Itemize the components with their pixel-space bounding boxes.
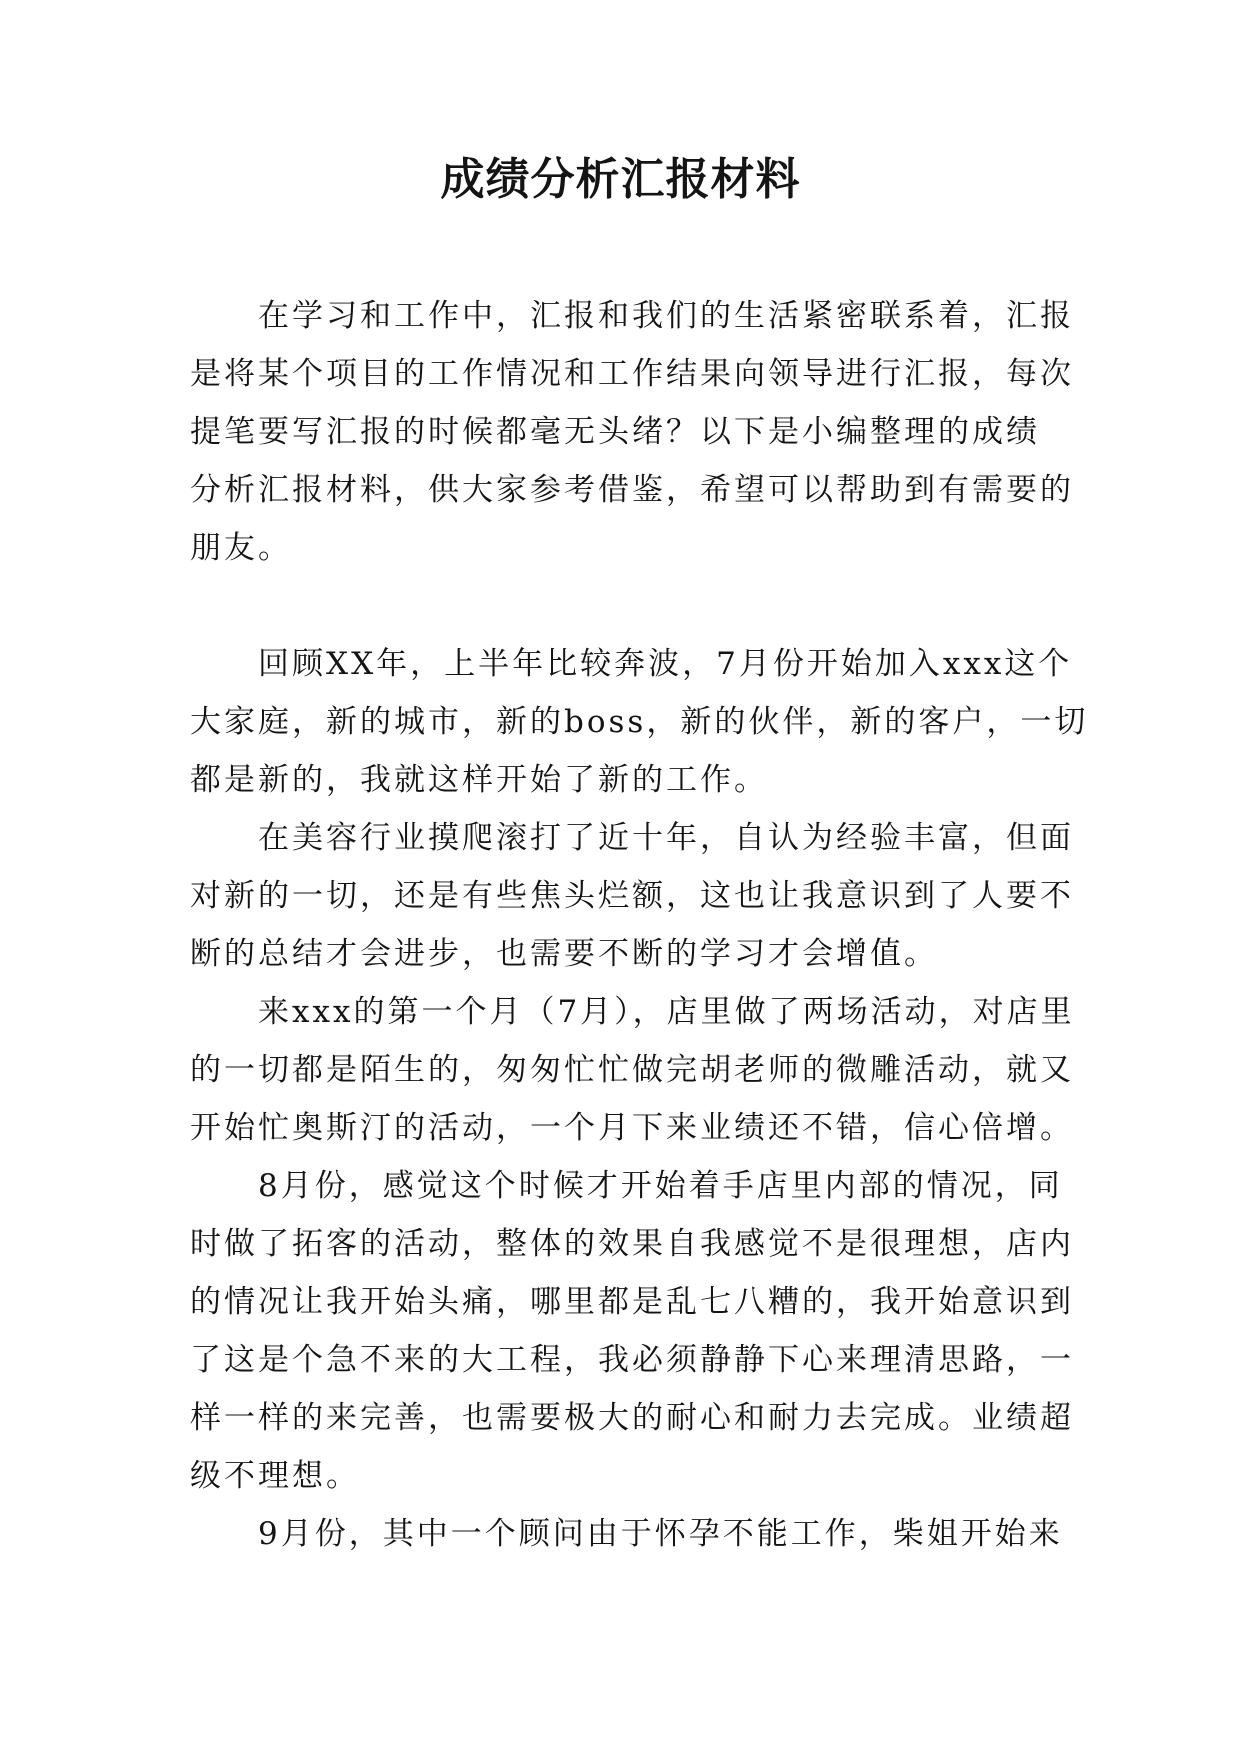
paragraph-august bbox=[190, 1157, 1074, 1505]
paragraph-line: 在学习和工作中，汇报和我们的生活紧密联系着，汇报 bbox=[258, 298, 1074, 334]
paragraph-line: 提笔要写汇报的时候都毫无头绪？以下是小编整理的成绩 bbox=[190, 414, 1040, 450]
paragraph-line: 回顾XX年，上半年比较奔波，7月份开始加入xxx这个 bbox=[258, 646, 1073, 682]
paragraph-line: 了这是个急不来的大工程，我必须静静下心来理清思路，一 bbox=[190, 1342, 1074, 1378]
paragraph-line: 分析汇报材料，供大家参考借鉴，希望可以帮助到有需要的 bbox=[190, 472, 1074, 508]
paragraph-review bbox=[190, 635, 1089, 809]
paragraph-line: 的情况让我开始头痛，哪里都是乱七八糟的，我开始意识到 bbox=[190, 1284, 1074, 1320]
paragraph-line: 8月份，感觉这个时候才开始着手店里内部的情况，同 bbox=[258, 1168, 1063, 1204]
paragraph-experience bbox=[190, 809, 1074, 983]
paragraph-line: 都是新的，我就这样开始了新的工作。 bbox=[190, 762, 768, 798]
document-body bbox=[190, 287, 1089, 1563]
paragraph-spacer bbox=[190, 577, 1062, 635]
paragraph-line: 在美容行业摸爬滚打了近十年，自认为经验丰富，但面 bbox=[258, 820, 1074, 856]
paragraph-line: 大家庭，新的城市，新的boss，新的伙伴，新的客户，一切 bbox=[190, 704, 1089, 740]
document-title: 成绩分析汇报材料 bbox=[440, 154, 801, 205]
paragraph-line: 9月份，其中一个顾问由于怀孕不能工作，柴姐开始来 bbox=[258, 1516, 1063, 1552]
paragraph-line: 是将某个项目的工作情况和工作结果向领导进行汇报，每次 bbox=[190, 356, 1074, 392]
paragraph-line: 朋友。 bbox=[190, 530, 292, 566]
paragraph-line: 样一样的来完善，也需要极大的耐心和耐力去完成。业绩超 bbox=[190, 1400, 1074, 1436]
paragraph-line: 来xxx的第一个月（7月），店里做了两场活动，对店里 bbox=[258, 994, 1075, 1030]
paragraph-line: 的一切都是陌生的，匆匆忙忙做完胡老师的微雕活动，就又 bbox=[190, 1052, 1074, 1088]
paragraph-line: 时做了拓客的活动，整体的效果自我感觉不是很理想，店内 bbox=[190, 1226, 1074, 1262]
paragraph-line: 对新的一切，还是有些焦头烂额，这也让我意识到了人要不 bbox=[190, 878, 1074, 914]
paragraph-line: 断的总结才会进步，也需要不断的学习才会增值。 bbox=[190, 936, 938, 972]
paragraph-line: 级不理想。 bbox=[190, 1458, 360, 1494]
paragraph-september bbox=[190, 1505, 1062, 1563]
paragraph-july bbox=[190, 983, 1075, 1157]
paragraph-intro bbox=[190, 287, 1074, 577]
paragraph-line: 开始忙奥斯汀的活动，一个月下来业绩还不错，信心倍增。 bbox=[190, 1110, 1074, 1146]
